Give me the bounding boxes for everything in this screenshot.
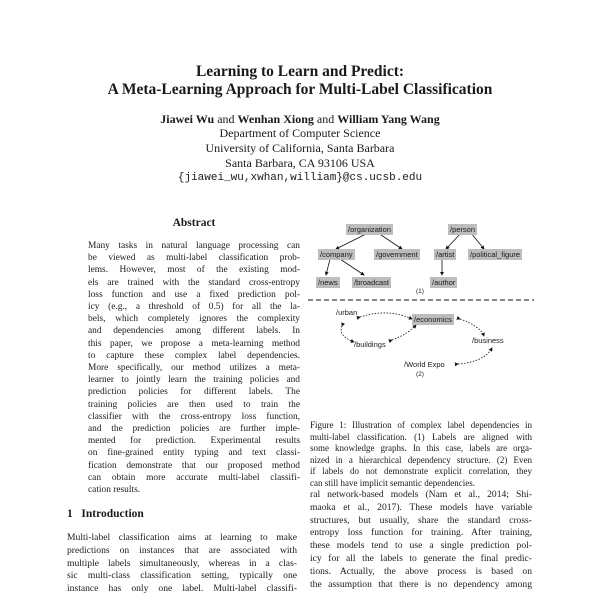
abstract-line: Many tasks in natural language processing can bbox=[88, 241, 300, 251]
node-news: /news bbox=[318, 278, 338, 287]
abstract-line: this paper, we propose a meta-learning method bbox=[88, 338, 300, 349]
edge-person-political bbox=[471, 233, 484, 249]
abstract-line: More specifically, our method utilizes a meta- bbox=[88, 363, 300, 374]
caption-line: multi-label classification. (1) Labels are aligned with bbox=[310, 431, 532, 442]
right-column-line: ral network-based models (Nam et al., 2014; Shi- bbox=[310, 489, 532, 500]
abstract-line: be viewed as multi-label classification prob- bbox=[88, 253, 300, 264]
edge-urban-buildings bbox=[341, 326, 354, 342]
figure-caption bbox=[310, 420, 532, 490]
affiliation-address: Santa Barbara, CA 93106 USA bbox=[225, 156, 375, 170]
abstract-line: els are trained with the standard cross-entropy bbox=[88, 277, 300, 288]
node-business: /business bbox=[472, 336, 504, 345]
edge-company-news bbox=[326, 259, 330, 275]
right-column-line: structures, but usually, share the standard cross- bbox=[310, 514, 532, 526]
abstract-line: mented for prediction. Experimental results bbox=[88, 436, 300, 447]
node-government: /government bbox=[376, 250, 418, 259]
intro-line: predictions on instances that are associated with bbox=[67, 544, 297, 556]
caption-line: some knowledge graphs. In this case, labels are orga- bbox=[310, 443, 532, 454]
author-sep-2: and bbox=[316, 112, 335, 126]
edge-buildings-economics bbox=[392, 325, 416, 340]
author-email: {jiawei_wu,xwhan,william}@cs.ucsb.edu bbox=[177, 172, 423, 184]
abstract-line: lems. However, most of the existing mod- bbox=[88, 265, 300, 276]
node-urban: /urban bbox=[336, 308, 358, 317]
author-line bbox=[0, 112, 600, 127]
figure-1 bbox=[308, 222, 534, 382]
intro-line: Multi-label classification aims at learning to make bbox=[67, 532, 297, 543]
paper-title-line2: A Meta-Learning Approach for Multi-Label Classification bbox=[107, 81, 493, 98]
author-sep-1: and bbox=[217, 112, 235, 126]
paper-title-line1: Learning to Learn and Predict: bbox=[195, 63, 405, 80]
abstract-line: cation results. bbox=[88, 485, 141, 496]
node-company: /company bbox=[320, 250, 353, 259]
edge-person-artist bbox=[446, 233, 461, 249]
right-column-line: entropy loss function for training. After training, bbox=[310, 527, 532, 539]
caption-line: nized in a hierarchical dependency structure. (2) Even bbox=[310, 454, 532, 465]
right-column-body bbox=[310, 489, 532, 591]
abstract-line: classifier with the cross-entropy loss function, bbox=[88, 411, 300, 422]
author-3: William Yang Wang bbox=[337, 112, 440, 126]
abstract-line: learner to jointly learn the training policies and bbox=[88, 375, 300, 386]
affiliation-univ: University of California, Santa Barbara bbox=[205, 141, 395, 155]
edge-urban-economics bbox=[360, 313, 412, 319]
node-person: /person bbox=[450, 225, 476, 234]
abstract-line: prediction policies for different labels. The bbox=[88, 387, 300, 398]
abstract-line: icy (e.g., a threshold of 0.5) for all the la- bbox=[88, 302, 300, 313]
right-column-line: maoka et al., 2017). These models have variable bbox=[310, 501, 532, 513]
caption-line: if labels do not demonstrate explicit correlation, they bbox=[310, 466, 532, 477]
abstract-line: to capture these complex label dependencies. bbox=[88, 350, 300, 361]
caption-line: Figure 1: Illustration of complex label dependencies in bbox=[310, 420, 532, 430]
abstract-line: and dependencies among different labels. In bbox=[88, 326, 300, 337]
edge-org-government bbox=[378, 233, 402, 249]
author-1: Jiawei Wu bbox=[160, 112, 215, 126]
figure-edges bbox=[308, 222, 534, 382]
intro-line: instance has only one label. Multi-label classifi- bbox=[67, 583, 297, 595]
right-column-line: the assumption that there is no dependency among bbox=[310, 578, 532, 590]
abstract-line: training policies are then used to train the bbox=[88, 399, 300, 410]
edge-org-company bbox=[336, 233, 368, 249]
edge-company-broadcast bbox=[340, 259, 364, 275]
abstract-line: on fine-grained entity typing and text classi- bbox=[88, 448, 300, 459]
right-column-line: these models tend to use a single prediction pol- bbox=[310, 540, 532, 552]
right-column-line: tions. Actually, the above process is based on bbox=[310, 565, 532, 577]
abstract-body bbox=[88, 240, 300, 496]
abstract-line: and the prediction policies are further imple- bbox=[88, 424, 300, 435]
node-author: /author bbox=[432, 278, 456, 287]
intro-body bbox=[67, 532, 297, 596]
affiliation-dept: Department of Computer Science bbox=[219, 126, 381, 140]
edge-economics-business bbox=[460, 319, 484, 336]
intro-heading bbox=[67, 508, 144, 520]
figure-part-label-2: (2) bbox=[416, 371, 424, 378]
node-buildings: /buildings bbox=[354, 340, 386, 349]
intro-section-number: 1 bbox=[67, 508, 73, 520]
abstract-line: loss function and use a fixed prediction pol- bbox=[88, 289, 300, 300]
right-column-line: icy for all the labels to generate the final predic- bbox=[310, 552, 532, 564]
intro-line: sic multi-class classification setting, typically one bbox=[67, 570, 297, 582]
caption-line: can still have implicit semantic dependencies. bbox=[310, 477, 475, 488]
abstract-line: fication demonstrate that our proposed method bbox=[88, 460, 300, 471]
intro-line: multiple labels simultaneously, whereas in a clas- bbox=[67, 557, 297, 569]
node-economics: /economics bbox=[414, 315, 452, 324]
node-organization: /organization bbox=[348, 225, 391, 234]
abstract-heading: Abstract bbox=[172, 217, 216, 229]
abstract-line: bels, which completely ignores the complexity bbox=[88, 314, 300, 325]
node-artist: /artist bbox=[436, 250, 455, 259]
node-political-figure: /political_figure bbox=[470, 250, 521, 259]
node-broadcast: /broadcast bbox=[354, 278, 390, 287]
author-2: Wenhan Xiong bbox=[237, 112, 314, 126]
node-world-expo: /World Expo bbox=[404, 360, 445, 369]
intro-section-title: Introduction bbox=[81, 508, 144, 520]
figure-part-label-1: (1) bbox=[416, 288, 424, 295]
edge-expo-business bbox=[458, 348, 492, 364]
abstract-line: can obtain more accurate multi-label classifi- bbox=[88, 472, 300, 483]
